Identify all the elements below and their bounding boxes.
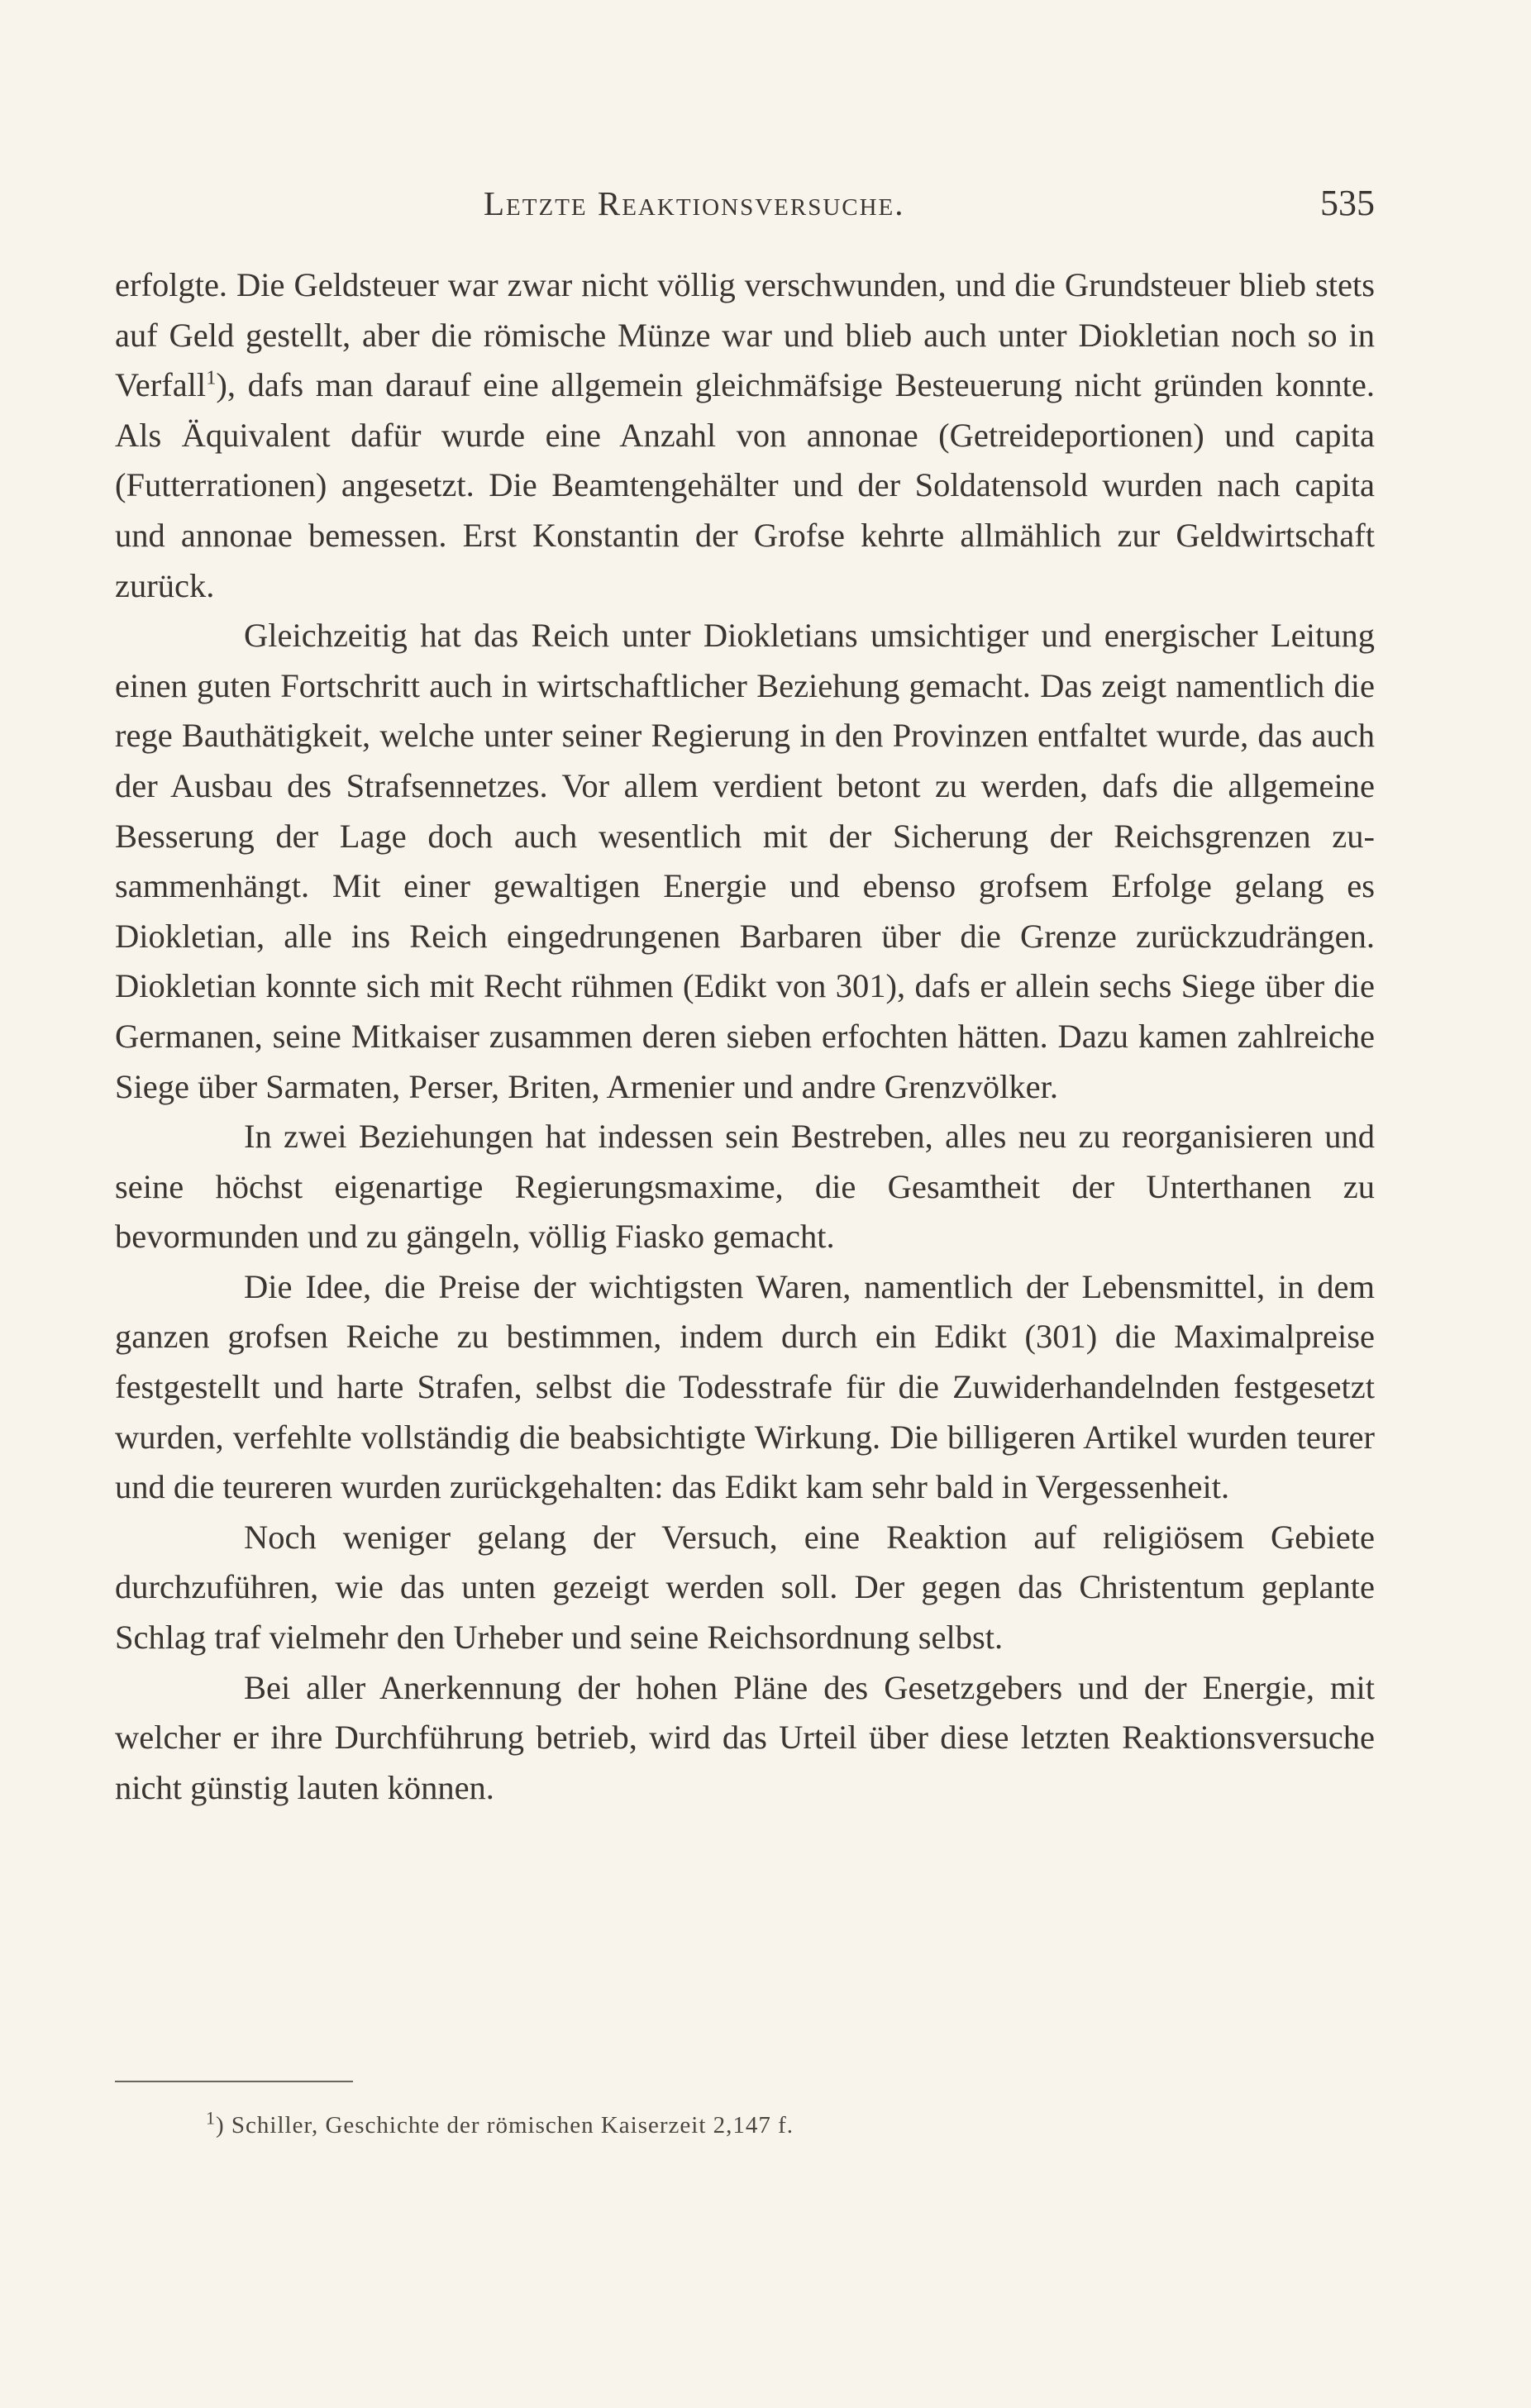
paragraph-6: Bei aller Anerkennung der hohen Pläne des Gesetzgebers und der Energie, mit welcher er ihre Durchführung betrieb, wird das Urteil über diese letzten Reaktionsversuche nicht günstig lauten können.	[115, 1668, 1375, 1806]
footnote-divider	[115, 2081, 353, 2082]
paragraph-4: Die Idee, die Preise der wichtigsten Waren, namentlich der Lebensmittel, in dem ganzen grofsen Reiche zu bestimmen, indem durch ein Edikt (301) die Maximalpreise festgestellt und harte Strafen, selbst die Todesstrafe für die Zuwiderhandelnden festgesetzt wurden, verfehlte vollständig die beabsichtigte Wirkung. Die billigeren Artikel wurden teurer und die teureren wurden zurückgehalten: das Edikt kam sehr bald in Vergessenheit.	[115, 1267, 1375, 1506]
footnote	[206, 2109, 794, 2142]
footnote-text: ) Schiller, Geschichte der römischen Kaiserzeit 2,147 f.	[216, 2112, 794, 2139]
footnote-reference: 1	[206, 366, 217, 389]
paragraph-1-text-b: ), dafs man darauf eine allgemein gleichmäfsige Besteuerung nicht gründen konnte. Als Äquivalent dafür wurde eine Anzahl von annonae (Getreideportionen) und capita (Futterrationen) angesetzt. Die Beamtengehälter und der Soldatensold wurden nach capita und annonae bemessen. Erst Konstantin der Grofse kehrte allmählich zur Geldwirtschaft zurück.	[115, 366, 1375, 604]
paragraph-1-text-a: erfolgte. Die Geldsteuer war zwar nicht völlig verschwunden, und die Grundsteuer blieb stets auf Geld gestellt, aber die römische Münze war und blieb auch unter Diokletian noch so in Verfall	[115, 266, 1375, 404]
paragraph-2: Gleichzeitig hat das Reich unter Diokletians umsichtiger und energischer Leitung einen guten Fortschritt auch in wirtschaftlicher Beziehung gemacht. Das zeigt namentlich die rege Bauthätigkeit, welche unter seiner Regierung in den Provinzen entfaltet wurde, das auch der Ausbau des Strafsennetzes. Vor allem verdient betont zu werden, dafs die allgemeine Besserung der Lage doch auch wesentlich mit der Sicherung der Reichsgrenzen zusammenhängt. Mit einer gewaltigen Energie und ebenso grofsem Erfolge gelang es Diokletian, alle ins Reich eingedrungenen Barbaren über die Grenze zurückzudrängen. Diokletian konnte sich mit Recht rühmen (Edikt von 301), dafs er allein sechs Siege über die Germanen, seine Mitkaiser zusammen deren sieben erfochten hätten. Dazu kamen zahlreiche Siege über Sarmaten, Perser, Briten, Armenier und andre Grenzvölker.	[115, 617, 1375, 1105]
running-title: Letzte Reaktionsversuche.	[484, 184, 905, 222]
page-number: 535	[1320, 183, 1375, 223]
footnote-marker: 1	[206, 2107, 216, 2129]
page-header	[484, 184, 1375, 233]
main-text	[115, 260, 1375, 1813]
paragraph-3: In zwei Beziehungen hat indessen sein Bestreben, alles neu zu reorganisieren und seine höchst eigenartige Regierungsmaxime, die Gesamtheit der Unterthanen zu bevormunden und zu gängeln, völlig Fiasko gemacht.	[115, 1118, 1375, 1256]
paragraph-1	[115, 260, 1375, 611]
paragraph-5: Noch weniger gelang der Versuch, eine Reaktion auf religiösem Gebiete durchzuführen, wie das unten gezeigt werden soll. Der gegen das Christentum geplante Schlag traf vielmehr den Urheber und seine Reichsordnung selbst.	[115, 1518, 1375, 1657]
